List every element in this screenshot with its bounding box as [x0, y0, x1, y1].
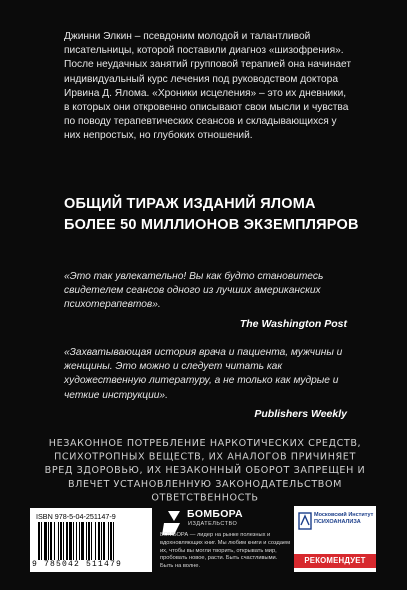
headline-line-1: ОБЩИЙ ТИРАЖ ИЗДАНИЙ ЯЛОМА: [64, 196, 316, 212]
barcode-bar: [91, 522, 92, 560]
barcode-panel: [30, 508, 152, 572]
barcode-bar: [98, 522, 100, 560]
book-description: Джинни Элкин – псевдоним молодой и талантливой писательницы, которой поставили диагноз «шизофрения». После неудачных занятий групповой терапией она начинает индивидуальный курс лечения под руководством доктора Ирвина Д. Ялома. «Хроники исцеления» – это их дневники, в которых они откровенно описывают свои мысли и чувства по поводу терапевтических сеансов и складывающихся у них непростых, но глубоких отношений.: [64, 31, 352, 142]
publisher-subtitle: ИЗДАТЕЛЬСТВО: [188, 521, 238, 527]
barcode-bar: [81, 522, 84, 560]
barcode-bars: [38, 522, 144, 560]
barcode-bar: [108, 522, 109, 560]
barcode-bar: [63, 522, 64, 560]
barcode-bar: [41, 522, 42, 560]
barcode-bar: [103, 522, 105, 560]
circulation-headline: [64, 194, 364, 236]
barcode-bar: [54, 522, 55, 560]
barcode-bar: [66, 522, 68, 560]
headline-line-2: БОЛЕЕ 50 МИЛЛИОНОВ ЭКЗЕМПЛЯРОВ: [64, 217, 359, 233]
publisher-description: БОМБОРА — лидер на рынке полезных и вдохновляющих книг. Мы любим книги и создаем их, чтобы вы могли творить, открывать мир, пробовать новое, расти. Быть счастливыми. Быть на волне.: [160, 532, 291, 570]
barcode-bar: [86, 522, 87, 560]
barcode-bar: [79, 522, 80, 560]
barcode-bar: [110, 522, 112, 560]
review-source-2: Publishers Weekly: [254, 408, 347, 420]
barcode-bar: [60, 522, 62, 560]
barcode-bar: [44, 522, 47, 560]
barcode-bar: [76, 522, 77, 560]
review-quote-1: «Это так увлекательно! Вы как будто становитесь свидетелем сеансов одного из лучших американских психотерапевтов».: [64, 271, 324, 311]
barcode-bar: [69, 522, 72, 560]
institute-name: Московский Институт ПСИХОАНАЛИЗА: [314, 512, 374, 525]
barcode-bar: [88, 522, 90, 560]
isbn-text: ISBN 978-5-04-251147-9: [36, 512, 116, 521]
barcode-bar: [73, 522, 74, 560]
barcode-bar: [48, 522, 49, 560]
review-source-1: The Washington Post: [239, 318, 347, 330]
barcode-bar: [113, 522, 114, 560]
barcode-number: 9 785042 511479: [32, 560, 123, 569]
recommendation-badge: [294, 506, 376, 572]
legal-warning: НЕЗАКОННОЕ ПОТРЕБЛЕНИЕ НАРКОТИЧЕСКИХ СРЕДСТВ, ПСИХОТРОПНЫХ ВЕЩЕСТВ, ИХ АНАЛОГОВ ПРИЧИНЯЕТ ВРЕД ЗДОРОВЬЮ, ИХ НЕЗАКОННЫЙ ОБОРОТ ЗАПРЕЩЕН И ВЛЕЧЕТ УСТАНОВЛЕННУЮ ЗАКОНОДАТЕЛЬСТВОМ ОТВЕТСТВЕННОСТЬ: [44, 437, 366, 504]
barcode-bar: [95, 522, 96, 560]
publisher-name: БОМБОРА: [187, 508, 243, 520]
barcode-bar: [38, 522, 40, 560]
barcode-bar: [50, 522, 52, 560]
barcode-bar: [101, 522, 102, 560]
institute-emblem-icon: [298, 512, 312, 530]
barcode-bar: [58, 522, 59, 560]
recommends-label: РЕКОМЕНДУЕТ: [294, 554, 376, 568]
review-quote-2: «Захватывающая история врача и пациента, мужчины и женщины. Это можно и следует читать как художественную литературу, а не только как мудрые и четкие инструкции».: [64, 347, 343, 401]
